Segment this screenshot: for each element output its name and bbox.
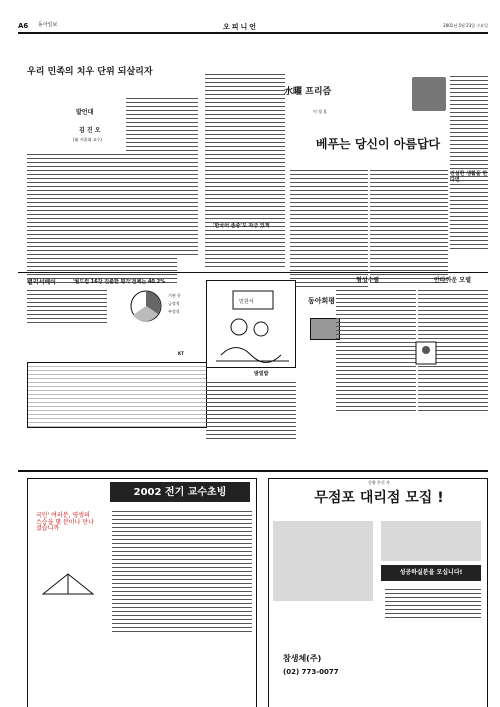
ad-banner — [110, 482, 250, 502]
ad2-right-panel — [381, 521, 481, 561]
section-title: 오피니언 — [223, 23, 259, 31]
middle-body-1 — [205, 74, 285, 270]
poll-text — [27, 290, 107, 326]
column-body-2 — [126, 98, 198, 258]
right-subhead: 진실한 생활을 한다면 — [450, 171, 488, 183]
ad-body — [112, 511, 252, 635]
feature-title-box — [290, 128, 466, 164]
feature-body-2 — [370, 170, 448, 286]
cartoon-caption: 동아희평 — [308, 297, 336, 305]
newspaper-page — [18, 22, 488, 702]
ad-book-icon — [38, 549, 98, 599]
ad-education — [27, 478, 257, 707]
illustration-icon — [414, 340, 438, 366]
poll-legend-3: 부정적 — [168, 309, 180, 314]
page-header — [18, 22, 488, 34]
section-divider — [18, 272, 488, 273]
right-body — [450, 76, 488, 252]
ad-divider — [18, 470, 488, 472]
poll-legend-2: 긍정적 — [168, 301, 180, 306]
feature-box — [284, 74, 414, 128]
poll-question: '월드컵 16강 진출한 평가'전체는 40.2% — [73, 279, 166, 285]
issue-date: 2001년 5월 23일 수요일 — [443, 23, 488, 28]
poll-pie-chart — [116, 288, 198, 328]
ad-agency — [268, 478, 488, 707]
poll-legend-1: 기권 등 — [168, 293, 181, 298]
page-number: A6 — [18, 22, 29, 30]
ad2-list — [385, 589, 481, 621]
feature-series: 水曜 프리즘 — [284, 87, 332, 97]
column-title: 우리 민족의 치우 단위 되살리자 — [27, 67, 153, 77]
column-author: 김 진 오 — [79, 127, 101, 134]
essay-body-1 — [336, 290, 416, 414]
ad2-company: 참생체(주) — [283, 654, 322, 663]
ad-banner-text: 2002 전기 교수초빙 — [133, 487, 227, 498]
ad-tagline: 국민' 여러분, 평생의 스승을 몇 분이나 만나셨습니까 — [36, 512, 94, 533]
ad2-sub-banner — [381, 565, 481, 581]
cartoon-frame — [206, 280, 296, 368]
essay-title-2: 안타까운 모델 — [434, 277, 471, 284]
feature-byline: 이 정 훈 — [313, 109, 328, 114]
ad2-phone: (02) 773-0077 — [283, 668, 339, 676]
kt-label: KT — [178, 351, 184, 356]
ad2-top-text: 동양 투신 사 — [368, 480, 390, 485]
ad2-left-panel — [273, 521, 373, 601]
column-credit: (前 서울대 교수) — [73, 137, 102, 142]
essay-title: 형성수필 — [356, 277, 380, 284]
ad2-title: 무점포 대리점 모집 ! — [314, 490, 444, 506]
ad2-sub: 성공하실분을 모십니다! — [399, 569, 463, 576]
middle-bottom-body — [206, 382, 296, 442]
stock-table — [27, 362, 207, 428]
feature-title: 베푸는 당신이 아름답다 — [315, 137, 441, 151]
poll-label: 별리서베이 — [27, 279, 56, 286]
column-label: 발언대 — [76, 109, 94, 116]
author-photo — [412, 77, 446, 111]
cartoon-drawing — [211, 285, 293, 365]
middle-bottom-label: 발밑밭 — [254, 371, 269, 377]
middle-subhead: '한국어 존중'도 자긍 있게 — [213, 223, 270, 229]
cartoon-label: 민원서 — [239, 299, 254, 305]
newspaper-name: 동아일보 — [38, 22, 58, 28]
